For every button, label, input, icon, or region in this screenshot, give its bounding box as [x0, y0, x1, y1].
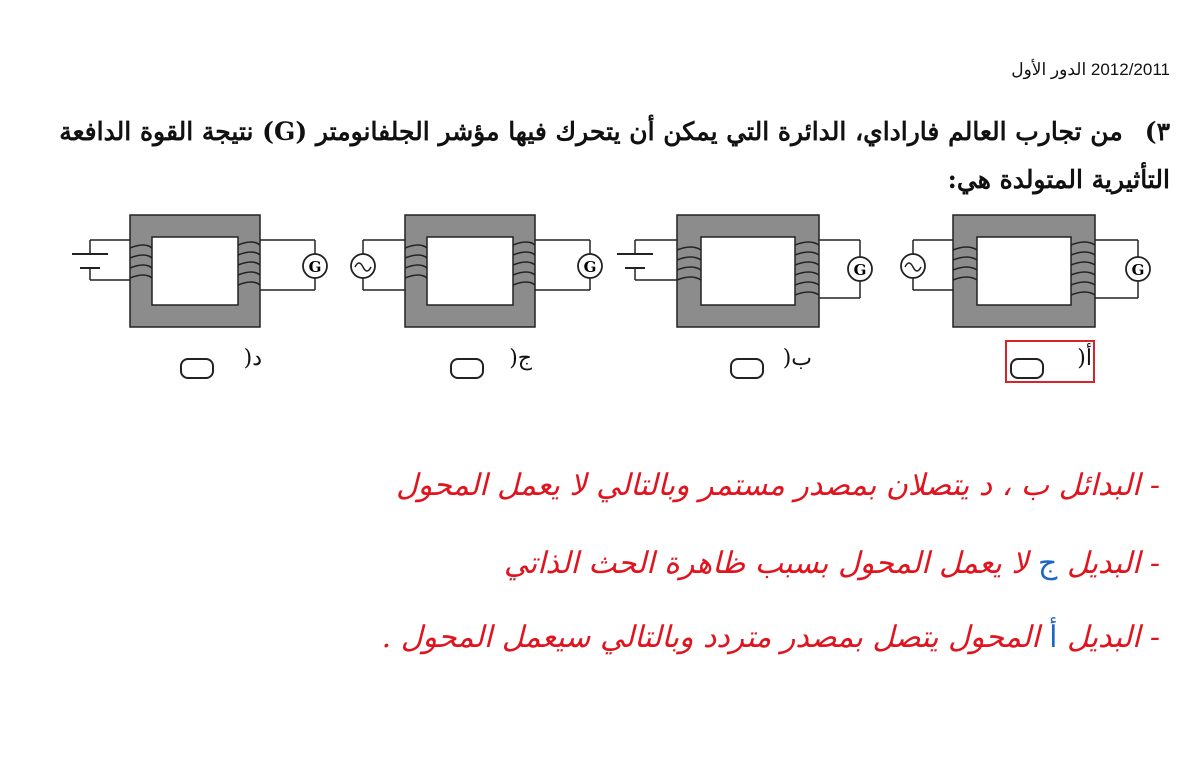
galvanometer-label: G	[1131, 261, 1145, 279]
choice-c-letter: ج(	[509, 346, 532, 371]
note-3-text: المحول يتصل بمصدر متردد وبالتالي سيعمل المحول .	[381, 620, 1040, 655]
choice-b-letter: ب(	[782, 346, 812, 371]
handwritten-note-2	[504, 546, 1160, 581]
circuit-diagram-c	[345, 200, 645, 340]
choice-b-radio[interactable]	[730, 358, 764, 379]
circuit-diagram-a	[895, 200, 1195, 340]
circuit-diagram-b	[615, 200, 915, 340]
choice-c-radio[interactable]	[450, 358, 484, 379]
correct-answer-highlight	[1005, 340, 1095, 383]
handwritten-note-1: - البدائل ب ، د يتصلان بمصدر مستمر وبالتالي لا يعمل المحول	[395, 468, 1160, 503]
handwritten-note-3	[382, 620, 1160, 655]
exam-year-label: 2012/2011 الدور الأول	[1011, 60, 1170, 79]
galvanometer-label: G	[853, 261, 867, 279]
circuit-diagram-d	[70, 200, 370, 340]
choice-c[interactable]	[440, 344, 540, 386]
choice-a-letter: أ(	[1077, 346, 1092, 371]
galvanometer-label: G	[583, 258, 597, 276]
choice-d-radio[interactable]	[180, 358, 214, 379]
note-2-letter: ج	[1038, 546, 1058, 581]
choice-d[interactable]	[170, 344, 270, 386]
note-2-prefix: - البديل	[1066, 546, 1160, 581]
question-text	[50, 108, 1170, 204]
choice-b[interactable]	[720, 344, 820, 386]
question-body: من تجارب العالم فاراداي، الدائرة التي يمكن أن يتحرك فيها مؤشر الجلفانومتر (G) نتيجة القوة الدافعة التأثيرية المتولدة هي:	[59, 117, 1170, 194]
question-number: ٣)	[1144, 117, 1170, 146]
choice-d-letter: د(	[243, 346, 262, 371]
note-2-text: لا يعمل المحول بسبب ظاهرة الحث الذاتي	[503, 546, 1029, 581]
note-3-letter: أ	[1049, 620, 1058, 655]
note-3-prefix: - البديل	[1066, 620, 1160, 655]
galvanometer-label: G	[308, 258, 322, 276]
